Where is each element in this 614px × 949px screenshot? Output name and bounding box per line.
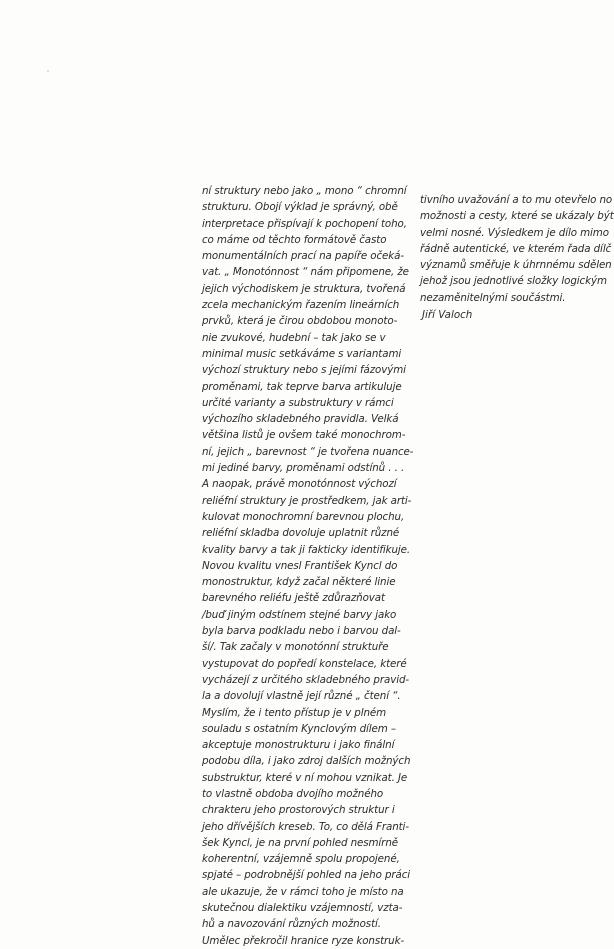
- text-line: skutečnou dialektiku vzájemností, vztа-: [202, 902, 403, 915]
- text-line: mi jediné barvy, proměnami odstínů . . .: [202, 462, 405, 475]
- author-signature: Jiří Valoch: [422, 309, 473, 321]
- text-line: možnosti a cesty, které se ukázaly být: [420, 210, 614, 223]
- text-line: ale ukazuje, že v rámci toho je místo na: [202, 885, 404, 898]
- text-line: zcela mechanickým řazením lineárních: [202, 299, 400, 312]
- text-line: šek Kyncl, je na první pohled nesmírně: [202, 836, 398, 849]
- text-line: vat. „ Monotónnost “ nám připomene, že: [202, 266, 409, 279]
- text-line: vystupovat do popředí konstelace, které: [202, 657, 407, 670]
- text-line: vycházejí z určitého skladebného pravid-: [202, 673, 410, 686]
- text-line: byla barva podkladu nebo i barvou dal-: [202, 625, 401, 638]
- text-line: tivního uvažování a to mu otevřelo no: [420, 194, 613, 206]
- text-line: jeho dřívějších kreseb. To, co dělá Franti-: [202, 820, 409, 833]
- text-line: ní struktury nebo jako „ mono “ chromní: [202, 185, 407, 197]
- text-line: výchozího skladebného pravidla. Velká: [202, 413, 399, 426]
- text-line: co máme od těchto formátově často: [202, 233, 387, 246]
- text-line: reliéfní skladba dovoluje uplatnit různé: [202, 527, 400, 540]
- text-line: významů směřuje k úhrnnému sdělen: [420, 259, 612, 272]
- right-text-column: [420, 192, 614, 306]
- text-line: to vlastně obdoba dvojího možného: [202, 787, 384, 800]
- text-line: hů a navozování různých možností.: [202, 918, 381, 931]
- text-line: reliéfní struktury je prostředkem, jak arti-: [202, 494, 412, 507]
- text-line: monumentálních prací na papíře očeká-: [202, 250, 404, 263]
- text-line: A naopak, právě monotónnost výchozí: [202, 478, 397, 491]
- text-line: určité varianty a substruktury v rámci: [202, 396, 394, 409]
- text-line: kulovat monochromní barevnou plochu,: [202, 510, 405, 523]
- text-line: barevného reliéfu ještě zdůrazňovat: [202, 592, 385, 605]
- text-line: interpretace přispívají k pochopení toho,: [202, 217, 407, 230]
- text-line: minimal music setkáváme s variantami: [202, 347, 402, 360]
- text-line: prvků, která je čirou obdobou monoto-: [202, 315, 398, 328]
- text-line: kvality barvy a tak ji fakticky identifikuje.: [202, 543, 411, 556]
- text-line: ší/. Tak začaly v monotónní struktuře: [202, 641, 389, 654]
- text-line: substruktur, které v ní mohou vznikat. Je: [202, 771, 408, 784]
- text-line: nie zvukové, hudební – tak jako se v: [202, 331, 386, 344]
- text-line: Myslím, že i tento přístup je v plném: [202, 706, 387, 719]
- text-line: strukturu. Obojí výklad je správný, obě: [202, 201, 398, 214]
- text-line: většina listů je ovšem také monochrom-: [202, 429, 406, 442]
- text-line: chrakteru jeho prostorových struktur i: [202, 804, 395, 817]
- text-line: /buď jiným odstínem stejné barvy jako: [202, 608, 397, 621]
- text-line: jehož jsou jednotlivé složky logickým: [420, 275, 607, 288]
- text-line: monostruktur, když začal některé linie: [202, 576, 396, 589]
- text-line: Umělec překročil hranice ryze konstruk-: [202, 934, 405, 947]
- text-line: koherentní, vzájemně spolu propojené,: [202, 853, 400, 866]
- text-line: řádně autentické, ve kterém řada dílč: [420, 242, 612, 255]
- text-line: souladu s ostatním Kynclovým dílem –: [202, 722, 396, 735]
- text-line: výchozí struktury nebo s jejími fázovými: [202, 364, 406, 377]
- paper-speck: [47, 70, 49, 72]
- left-text-column: [202, 183, 412, 949]
- text-line: proměnami, tak teprve barva artikuluje: [202, 380, 402, 393]
- text-line: ní, jejich „ barevnost “ je tvořena nuance-: [202, 445, 414, 458]
- text-line: Novou kvalitu vnesl František Kyncl do: [202, 559, 398, 572]
- text-line: nezaměnitelnými součástmi.: [420, 291, 566, 304]
- text-line: akceptuje monostrukturu i jako finální: [202, 739, 395, 752]
- text-line: jejich východiskem je struktura, tvořená: [202, 282, 406, 295]
- text-line: velmi nosné. Výsledkem je dílo mimo: [420, 226, 609, 239]
- text-line: podobu díla, i jako zdroj dalších možných: [202, 755, 411, 768]
- text-line: la a dovolují vlastně její různé „ čtení “.: [202, 690, 401, 703]
- text-line: spjaté – podrobnější pohled na jeho práci: [202, 869, 411, 882]
